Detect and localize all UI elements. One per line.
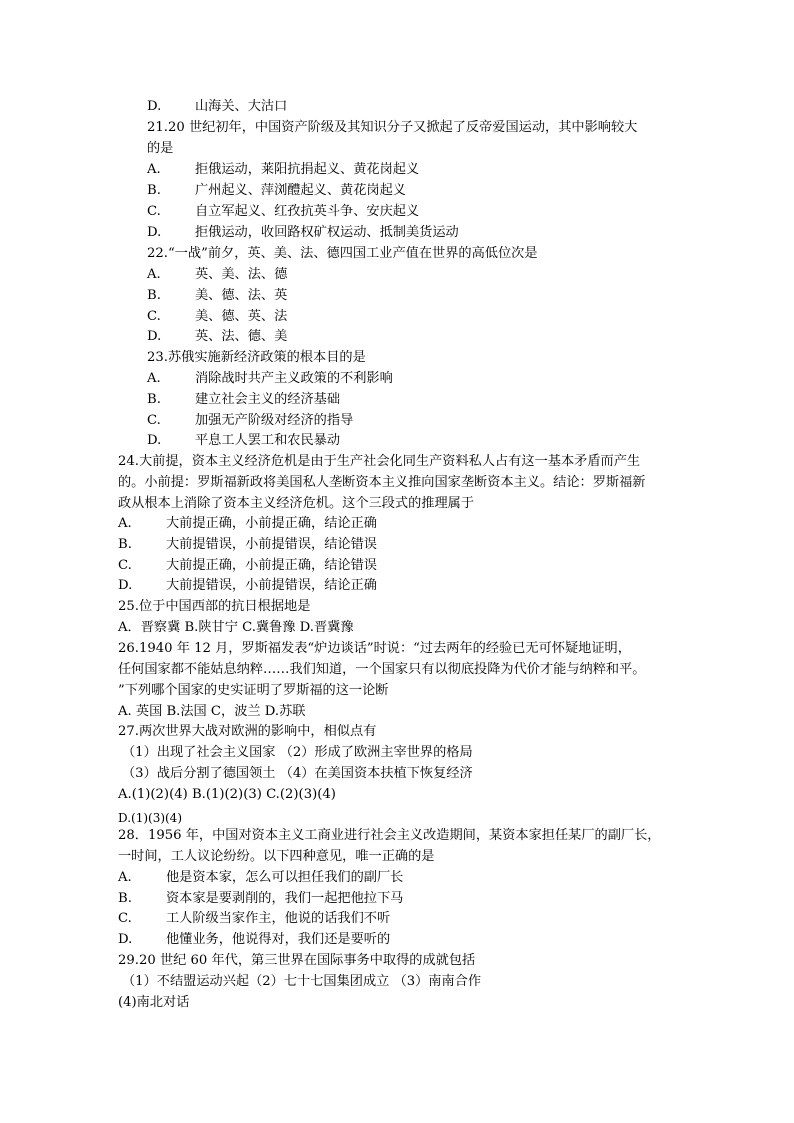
option-text: 美、德、英、法 xyxy=(195,309,288,324)
option-label: C. xyxy=(147,204,161,219)
option-text: 建立社会主义的经济基础 xyxy=(195,392,341,407)
q25-stem: 25.位于中国西部的抗日根据地是 xyxy=(118,599,311,614)
option-text: 大前提正确，小前提正确，结论错误 xyxy=(166,558,377,573)
option-label: D. xyxy=(147,329,162,344)
q21-stem-line1: 21.20 世纪初年，中国资产阶级及其知识分子又掀起了反帝爱国运动，其中影响较大 xyxy=(147,120,638,135)
q27-items-line1: （1）出现了社会主义国家 （2）形成了欧洲主宰世界的格局 xyxy=(122,745,473,760)
option-label: B. xyxy=(118,891,132,906)
option-text: 英、美、法、德 xyxy=(195,267,288,282)
q29-items-line2: (4)南北对话 xyxy=(118,995,190,1010)
q24-stem-line3: 政从根本上消除了资本主义经济危机。这个三段式的推理属于 xyxy=(118,496,475,511)
option-text: 消除战时共产主义政策的不利影响 xyxy=(195,371,393,386)
option-text: 工人阶级当家作主，他说的话我们不听 xyxy=(166,911,391,926)
option-text: 广州起义、萍浏醴起义、黄花岗起义 xyxy=(195,183,406,198)
option-label: D. xyxy=(147,433,162,448)
option-label: A. xyxy=(147,371,161,386)
option-text: 大前提错误，小前提错误，结论正确 xyxy=(166,578,377,593)
option-label: D. xyxy=(147,225,162,240)
q22-stem: 22.“一战”前夕，英、美、法、德四国工业产值在世界的高低位次是 xyxy=(147,246,538,261)
option-text: 大前提正确，小前提正确，结论正确 xyxy=(166,516,377,531)
option-label: B. xyxy=(147,183,161,198)
q27-options-line1: A.(1)(2)(4) B.(1)(2)(3) C.(2)(3)(4) xyxy=(118,787,336,802)
option-label: A. xyxy=(147,162,161,177)
option-label: D. xyxy=(118,932,133,947)
option-label: B. xyxy=(147,288,161,303)
option-text: 拒俄运动，莱阳抗捐起义、黄花岗起义 xyxy=(195,162,420,177)
q21-stem-line2: 的是 xyxy=(147,141,174,156)
option-text: 他是资本家，怎么可以担任我们的副厂长 xyxy=(166,870,404,885)
q29-stem: 29.20 世纪 60 年代，第三世界在国际事务中取得的成就包括 xyxy=(118,953,476,968)
option-label: C. xyxy=(147,309,161,324)
option-text: 加强无产阶级对经济的指导 xyxy=(195,413,354,428)
q26-options: A. 英国 B.法国 C，波兰 D.苏联 xyxy=(118,704,306,719)
q27-options-line2: D.(1)(3)(4) xyxy=(118,811,183,825)
option-label: C. xyxy=(118,911,132,926)
option-label: C. xyxy=(147,413,161,428)
option-label: A. xyxy=(147,267,161,282)
q27-items-line2: （3）战后分割了德国领土 （4）在美国资本扶植下恢复经济 xyxy=(122,766,473,781)
option-text: 资本家是要剥削的，我们一起把他拉下马 xyxy=(166,891,404,906)
q29-items-line1: （1）不结盟运动兴起（2）七十七国集团成立 （3）南南合作 xyxy=(122,974,482,989)
option-label: C. xyxy=(118,558,132,573)
option-text: 自立军起义、红孜抗英斗争、安庆起义 xyxy=(195,204,420,219)
option-label: D. xyxy=(118,578,133,593)
option-label: B. xyxy=(147,392,161,407)
option-label: A. xyxy=(118,516,132,531)
q28-stem-line2: 一时间，工人议论纷纷。以下四种意见，唯一正确的是 xyxy=(118,849,435,864)
option-text: 大前提错误，小前提错误，结论错误 xyxy=(166,537,377,552)
option-label: B. xyxy=(118,537,132,552)
q25-options: A．晋察冀 B.陕甘宁 C.冀鲁豫 D.晋冀豫 xyxy=(118,620,354,635)
q26-stem-line1: 26.1940 年 12 月，罗斯福发表“炉边谈话”时说：“过去两年的经验已无可怀疑地证明， xyxy=(118,641,631,656)
option-text: 他懂业务，他说得对，我们还是要听的 xyxy=(166,932,391,947)
q26-stem-line3: ”下列哪个国家的史实证明了罗斯福的这一论断 xyxy=(118,683,389,698)
option-text: 山海关、大沽口 xyxy=(195,99,288,114)
option-text: 平息工人罢工和农民暴动 xyxy=(195,433,341,448)
q28-stem-line1: 28．1956 年，中国对资本主义工商业进行社会主义改造期间，某资本家担任某厂的副厂长， xyxy=(118,828,661,843)
option-text: 美、德、法、英 xyxy=(195,288,288,303)
q24-stem-line1: 24.大前提，资本主义经济危机是由于生产社会化同生产资料私人占有这一基本矛盾而产生 xyxy=(118,454,641,469)
option-text: 拒俄运动，收回路权矿权运动、抵制美货运动 xyxy=(195,225,459,240)
q27-stem: 27.两次世界大战对欧洲的影响中，相似点有 xyxy=(118,724,377,739)
q24-stem-line2: 的。小前提：罗斯福新政将美国私人垄断资本主义推向国家垄断资本主义。结论：罗斯福新 xyxy=(118,475,646,490)
option-text: 英、法、德、美 xyxy=(195,329,288,344)
option-label: A. xyxy=(118,870,132,885)
q23-stem: 23.苏俄实施新经济政策的根本目的是 xyxy=(147,350,366,365)
option-label: D. xyxy=(147,99,162,114)
q26-stem-line2: 任何国家都不能姑息纳粹……我们知道，一个国家只有以彻底投降为代价才能与纳粹和平。 xyxy=(118,662,646,677)
